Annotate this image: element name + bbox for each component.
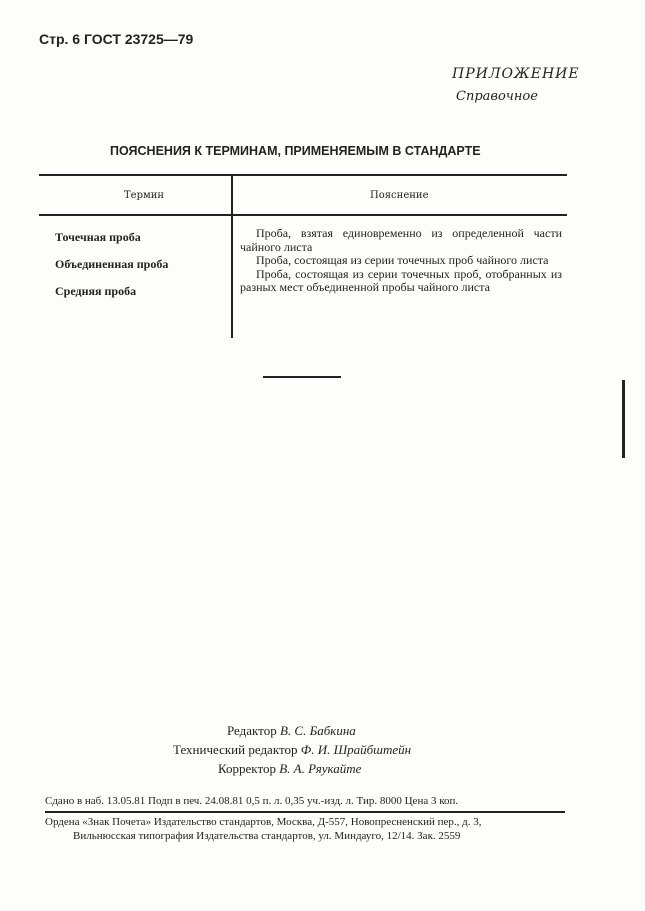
term-cell: Точечная проба bbox=[55, 230, 141, 244]
explanation-cell: Проба, взятая единовременно из определенной части чайного листа bbox=[240, 226, 562, 254]
publisher-line: Ордена «Знак Почета» Издательство стандартов, Москва, Д-557, Новопресненский пер., д. 3, bbox=[45, 816, 482, 828]
staff-role: Корректор bbox=[218, 761, 276, 776]
table-top-rule bbox=[39, 174, 567, 176]
editor-line bbox=[227, 723, 356, 739]
staff-name: В. А. Ряукайте bbox=[279, 761, 362, 776]
column-header-explanation: Пояснение bbox=[370, 190, 429, 201]
explanation-column bbox=[240, 227, 562, 295]
term-cell: Объединенная проба bbox=[55, 257, 169, 271]
scan-artifact bbox=[622, 380, 625, 458]
printer-line: Вильнюсская типография Издательства стандартов, ул. Миндауго, 12/14. Зак. 2559 bbox=[73, 830, 461, 842]
imprint-line: Сдано в наб. 13.05.81 Подп в печ. 24.08.81 0,5 п. л. 0,35 уч.-изд. л. Тир. 8000 Цена 3 коп. bbox=[45, 795, 459, 807]
staff-role: Редактор bbox=[227, 723, 277, 738]
tech-editor-line bbox=[173, 742, 411, 758]
staff-name: Ф. И. Шрайбштейн bbox=[300, 742, 412, 757]
staff-name: В. С. Бабкина bbox=[279, 723, 356, 738]
table-header-rule bbox=[39, 214, 567, 216]
staff-role: Технический редактор bbox=[173, 742, 298, 757]
term-cell: Средняя проба bbox=[55, 284, 137, 298]
imprint-rule bbox=[45, 811, 565, 813]
explanation-cell: Проба, состоящая из серии точечных проб, отобранных из разных мест объединенной пробы чайного листа bbox=[240, 266, 562, 295]
explanation-cell: Проба, состоящая из серии точечных проб чайного листа bbox=[256, 253, 549, 268]
table-column-divider bbox=[231, 174, 233, 338]
column-header-term: Термин bbox=[124, 190, 165, 201]
page-header: Стр. 6 ГОСТ 23725—79 bbox=[39, 31, 194, 47]
appendix-subtitle: Справочное bbox=[456, 89, 538, 104]
appendix-title: ПРИЛОЖЕНИЕ bbox=[452, 66, 580, 82]
corrector-line bbox=[218, 761, 361, 777]
end-rule bbox=[263, 376, 341, 378]
section-title: ПОЯСНЕНИЯ К ТЕРМИНАМ, ПРИМЕНЯЕМЫМ В СТАНДАРТЕ bbox=[110, 144, 481, 158]
